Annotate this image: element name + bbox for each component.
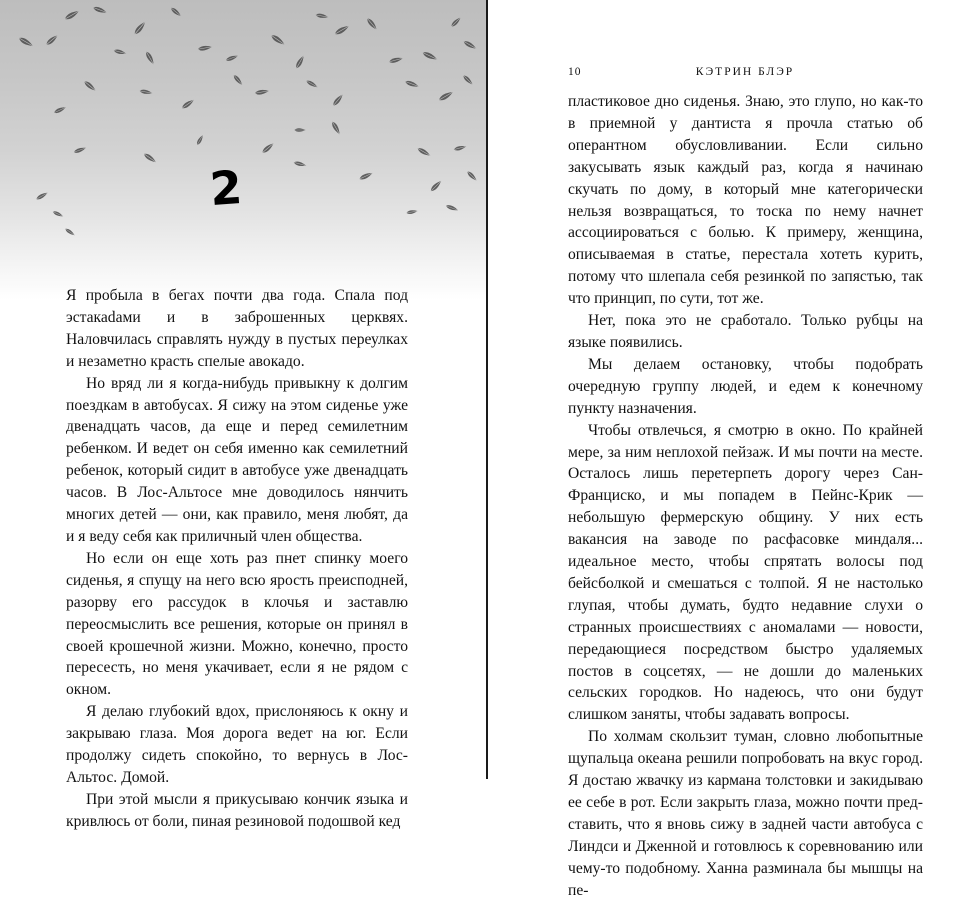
leaf-shape	[261, 142, 275, 155]
leaf-shape	[52, 210, 64, 218]
leaf-shape	[255, 89, 270, 96]
leaf-shape	[417, 146, 432, 157]
left-page-text	[66, 285, 408, 833]
page-number: 10	[568, 66, 582, 78]
leaf-shape	[359, 171, 374, 181]
leaf-shape	[113, 48, 126, 55]
left-page	[0, 0, 486, 830]
leaf-shape	[196, 134, 205, 145]
leaf-shape	[332, 93, 345, 107]
leaf-shape	[133, 20, 147, 35]
paragraph: Я делаю глубокий вдох, прислоняюсь к окну и закрываю глаза. Моя дорога ведет на юг. Если продолжу сидеть спокойно, то вернусь в Лос-Альтос. Домой.	[66, 703, 408, 786]
leaf-shape	[198, 45, 213, 52]
leaf-shape	[83, 80, 97, 93]
leaf-shape	[305, 79, 318, 89]
leaf-shape	[388, 56, 403, 64]
paragraph: пластиковое дно сиденья. Знаю, это глупо, но как-то в приемной у дантиста я прочла статью об оперантном обусловливании. Если сильно закусывать язык каждый раз, когда я начинаю скучать по дому, в который мне категорически нельзя возвращаться, то тоска по нему начнет ассоциироваться с болью. К примеру, женщина, описываемая в статье, перестала хотеть курить, потому что шлепала себя резинкой по запястью, так что принцип, по сути, тот же.	[568, 93, 923, 308]
right-page-text	[568, 91, 923, 902]
leaf-shape	[294, 128, 305, 132]
leaf-shape	[143, 152, 157, 164]
leaf-shape	[330, 121, 341, 136]
leaf-shape	[73, 146, 86, 154]
falling-leaves-illustration	[0, 0, 486, 300]
leaf-shape	[293, 160, 306, 167]
leaf-shape	[334, 24, 350, 36]
right-page	[488, 0, 967, 899]
leaf-shape	[64, 9, 80, 21]
leaf-shape	[404, 79, 419, 88]
leaf-shape	[53, 105, 66, 114]
leaf-shape	[466, 170, 478, 182]
paragraph: Но вряд ли я когда-нибудь привыкну к долгим поездкам в автобусах. Я сижу на этом сиденье уже двенадцать часов, да еще и перед семилетним ребенком. И ведет он себя именно как семилетний ребенок, который сидит в автобусе уже двенадцать часов. В Лос-Альтосе мне доводилось нянчить многих детей — они, как правило, меня любят, да и я веду себя как приличный член общества.	[66, 374, 408, 545]
paragraph: Но если он еще хоть раз пнет спинку моего сиденья, я спущу на него всю ярость преисподней, разорву его рассудок в клочья и заставлю переосмыслить все решения, которые он принял в своей крошечной жизни. Можно, конечно, просто пересесть, но меня укачивает, если я не рядом с окном.	[66, 549, 408, 699]
leaf-shape	[92, 5, 107, 14]
leaf-shape	[18, 36, 34, 48]
leaf-shape	[144, 51, 155, 66]
leaf-shape	[445, 204, 458, 212]
leaf-shape	[35, 191, 48, 201]
leaf-shape	[429, 179, 442, 192]
leaf-shape	[232, 74, 243, 86]
leaf-shape	[315, 13, 328, 19]
leaf-shape	[406, 209, 418, 214]
leaf-shape	[270, 33, 286, 46]
paragraph: Я пробыла в бегах почти два года. Спала под эстакаdами и в заброшенных церквях. Наловчилась справлять нужду в пустых переулках и незаметно красть спелые авокадо.	[66, 287, 408, 370]
paragraph: Чтобы отвлечься, я смотрю в окно. По крайней мере, за ним неплохой пейзаж. И мы почти на месте. Осталось лишь перетерпеть дорогу через Сан-Франциско, и мы попадем в Пейнс-Крик — небольшую фермерскую общину. У них есть вакансия на заводе по расфасовке миндаля... идеальное место, чтобы спрятать волосы под бейсболкой и смешаться с толпой. Я не настолько глупая, чтобы думать, будто недавние слухи о странных происшествиях с аномалами — новости, передающиеся посредством быстро удаляемых постов в соцсетях, — не дошли до маленьких сельских городков. Но надеюсь, что они будут слишком заняты, чтобы задавать вопросы.	[568, 421, 923, 724]
leaf-shape	[366, 17, 379, 31]
leaf-shape	[45, 34, 59, 47]
leaf-shape	[225, 54, 238, 62]
leaf-shape	[181, 98, 195, 110]
leaf-shape	[64, 227, 75, 236]
running-header	[568, 62, 922, 82]
chapter-number: 2	[208, 159, 244, 217]
book-author: КЭТРИН БЛЭР	[695, 66, 795, 78]
leaf-shape	[170, 6, 182, 17]
leaf-shape	[294, 55, 305, 70]
paragraph: Мы делаем остановку, чтобы подобрать очередную группу людей, и едем к конечному пункту назначения.	[568, 355, 923, 417]
leaf-shape	[422, 50, 439, 61]
leaf-shape	[438, 90, 454, 102]
paragraph: По холмам скользит туман, словно любопытные щупальца океана решили попробовать на вкус город. Я достаю жвачку из кармана толстовки и закидываю ее себе в рот. Если закрыть глаза, можно почти представить, что я вновь сижу в задней части автобуса с Линдси и Дженной и готовлюсь к соревнованию или чему-то подобному. Ханна разминала бы мышцы на пе-	[568, 728, 923, 899]
leaf-shape	[450, 16, 462, 28]
paragraph: Нет, пока это не сработало. Только рубцы на языке появились.	[568, 312, 923, 351]
chapter-illustration	[0, 0, 486, 300]
leaf-shape	[453, 144, 466, 151]
leaf-shape	[139, 89, 152, 95]
leaf-shape	[463, 39, 478, 50]
paragraph: При этой мысли я прикусываю кончик языка и кривлюсь от боли, пиная резиновой подошвой кед	[66, 790, 408, 830]
leaf-shape	[462, 74, 474, 86]
